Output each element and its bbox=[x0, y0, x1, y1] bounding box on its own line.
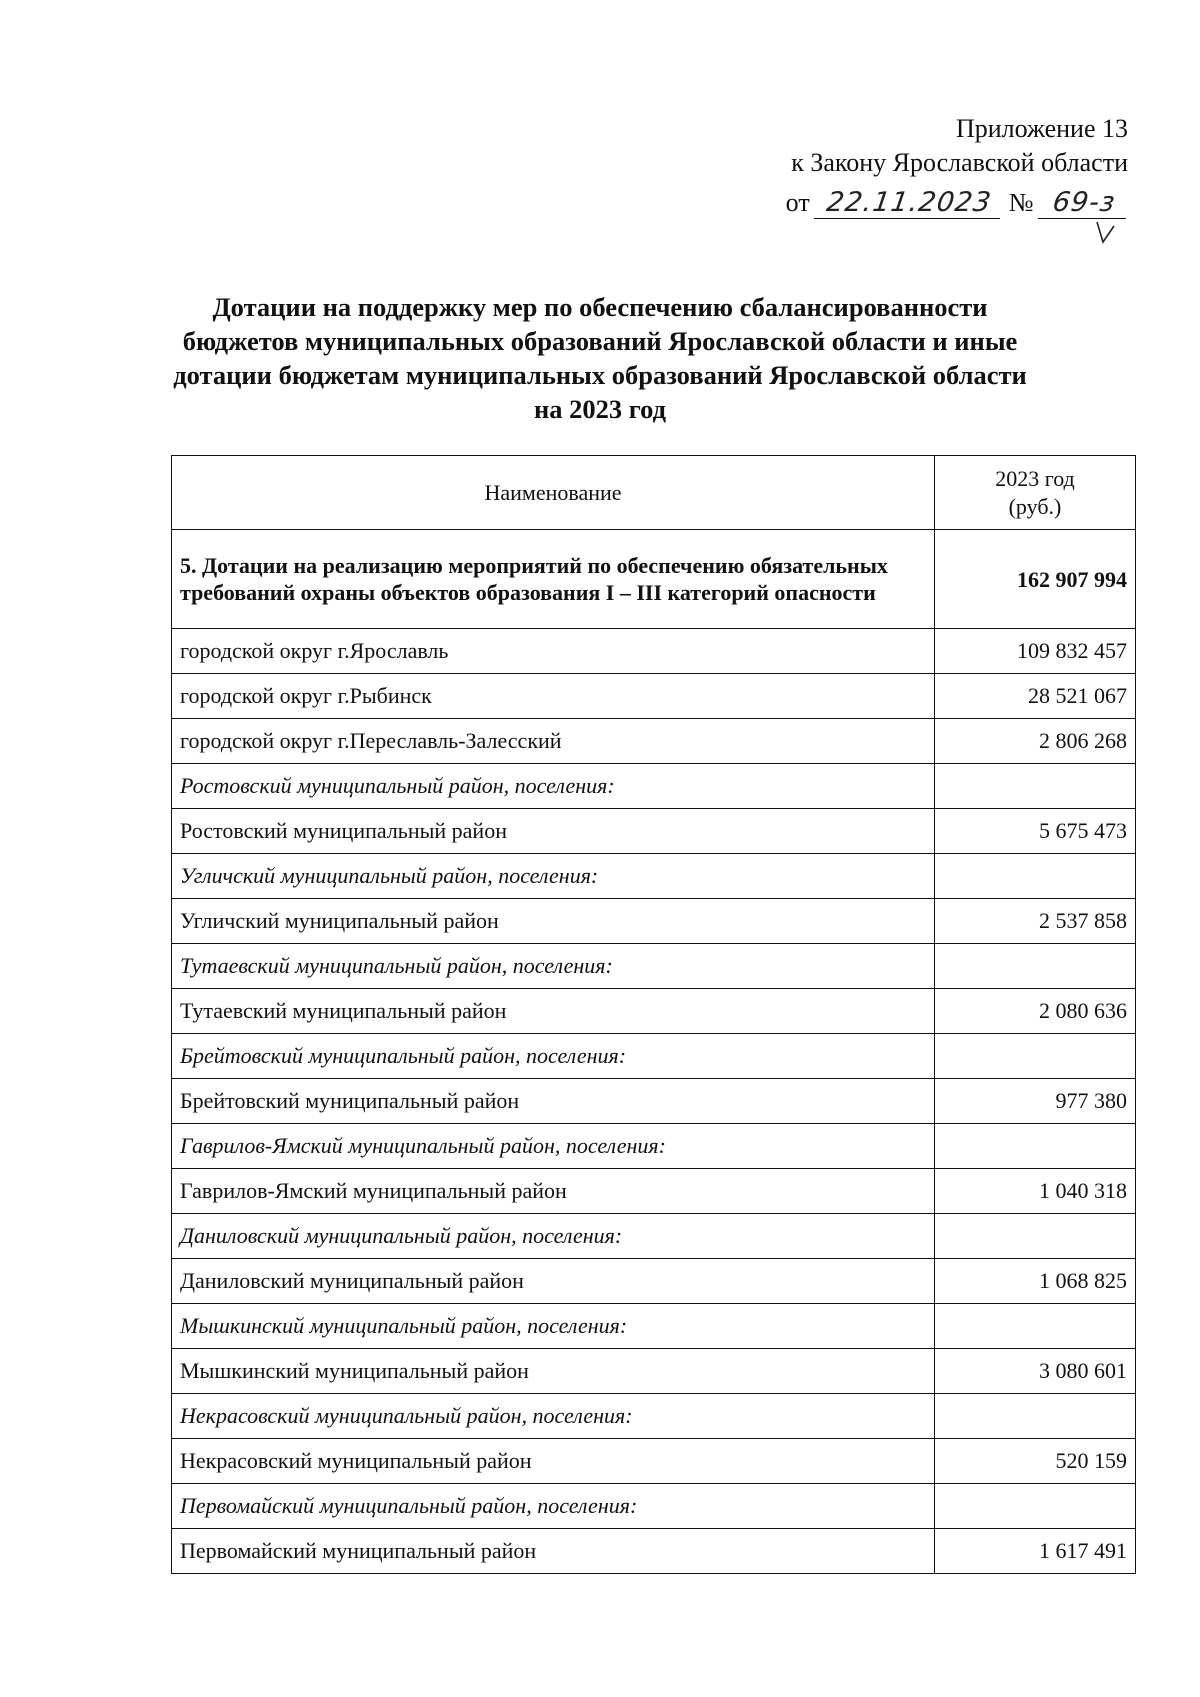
row-value bbox=[935, 944, 1136, 989]
row-name: Даниловский муниципальный район bbox=[172, 1259, 935, 1304]
appendix-number: Приложение 13 bbox=[955, 114, 1128, 143]
row-name: Ростовский муниципальный район, поселения: bbox=[172, 764, 935, 809]
table-subheading-row bbox=[172, 1034, 1136, 1079]
row-value bbox=[935, 1394, 1136, 1439]
row-value: 2 537 858 bbox=[935, 899, 1136, 944]
table-subheading-row bbox=[172, 1124, 1136, 1169]
table-body bbox=[172, 530, 1136, 1574]
row-value: 3 080 601 bbox=[935, 1349, 1136, 1394]
row-name: Даниловский муниципальный район, поселения: bbox=[172, 1214, 935, 1259]
row-name: Ростовский муниципальный район bbox=[172, 809, 935, 854]
row-name: городской округ г.Ярославль bbox=[172, 629, 935, 674]
row-name: Некрасовский муниципальный район bbox=[172, 1439, 935, 1484]
column-header-year-label: 2023 год bbox=[995, 465, 1075, 491]
column-header-unit: (руб.) bbox=[1008, 493, 1062, 519]
row-name: Мышкинский муниципальный район bbox=[172, 1349, 935, 1394]
table-row bbox=[172, 1529, 1136, 1574]
row-value: 5 675 473 bbox=[935, 809, 1136, 854]
handwritten-date: 22.11.2023 bbox=[814, 188, 1004, 219]
table-row bbox=[172, 809, 1136, 854]
row-value bbox=[935, 854, 1136, 899]
row-name: городской округ г.Рыбинск bbox=[172, 674, 935, 719]
table-row bbox=[172, 1259, 1136, 1304]
number-prefix: № bbox=[1008, 188, 1034, 217]
table-subheading-row bbox=[172, 1394, 1136, 1439]
row-value bbox=[935, 1214, 1136, 1259]
table-header-row bbox=[172, 456, 1136, 530]
row-value: 977 380 bbox=[935, 1079, 1136, 1124]
row-name: Мышкинский муниципальный район, поселения: bbox=[172, 1304, 935, 1349]
row-value: 1 068 825 bbox=[935, 1259, 1136, 1304]
row-value: 2 080 636 bbox=[935, 989, 1136, 1034]
row-value: 1 617 491 bbox=[935, 1529, 1136, 1574]
table-section-row bbox=[172, 530, 1136, 629]
row-name: Тутаевский муниципальный район, поселения: bbox=[172, 944, 935, 989]
row-value bbox=[935, 1484, 1136, 1529]
table-row bbox=[172, 1349, 1136, 1394]
row-name: Некрасовский муниципальный район, поселения: bbox=[172, 1394, 935, 1439]
row-name: Первомайский муниципальный район bbox=[172, 1529, 935, 1574]
table-row bbox=[172, 899, 1136, 944]
row-value: 109 832 457 bbox=[935, 629, 1136, 674]
row-value: 28 521 067 bbox=[935, 674, 1136, 719]
row-value bbox=[935, 1124, 1136, 1169]
title-line-1: Дотации на поддержку мер по обеспечению сбалансированности bbox=[212, 292, 988, 322]
row-name: 5. Дотации на реализацию мероприятий по обеспечению обязательных требований охраны объектов образования I – III категорий опасности bbox=[172, 530, 935, 629]
row-value bbox=[935, 764, 1136, 809]
table-subheading-row bbox=[172, 1214, 1136, 1259]
row-name: Брейтовский муниципальный район bbox=[172, 1079, 935, 1124]
row-value: 1 040 318 bbox=[935, 1169, 1136, 1214]
table-subheading-row bbox=[172, 1484, 1136, 1529]
table-row bbox=[172, 989, 1136, 1034]
table-row bbox=[172, 1079, 1136, 1124]
row-name: Первомайский муниципальный район, поселения: bbox=[172, 1484, 935, 1529]
table-subheading-row bbox=[172, 1304, 1136, 1349]
law-date-number-line bbox=[786, 186, 1128, 220]
table-subheading-row bbox=[172, 854, 1136, 899]
title-line-4: на 2023 год bbox=[533, 394, 667, 424]
table-subheading-row bbox=[172, 944, 1136, 989]
table-row bbox=[172, 1439, 1136, 1484]
row-value: 162 907 994 bbox=[935, 530, 1136, 629]
appendix-law-reference: к Закону Ярославской области bbox=[791, 148, 1128, 177]
table-subheading-row bbox=[172, 764, 1136, 809]
title-line-3: дотации бюджетам муниципальных образований Ярославской области bbox=[173, 360, 1027, 390]
document-title bbox=[150, 290, 1050, 426]
row-value bbox=[935, 1304, 1136, 1349]
table-row bbox=[172, 674, 1136, 719]
row-name: Тутаевский муниципальный район bbox=[172, 989, 935, 1034]
row-value: 520 159 bbox=[935, 1439, 1136, 1484]
table-row bbox=[172, 719, 1136, 764]
row-name: Гаврилов-Ямский муниципальный район bbox=[172, 1169, 935, 1214]
row-name: Гаврилов-Ямский муниципальный район, поселения: bbox=[172, 1124, 935, 1169]
row-name: Угличский муниципальный район, поселения: bbox=[172, 854, 935, 899]
row-value bbox=[935, 1034, 1136, 1079]
row-value: 2 806 268 bbox=[935, 719, 1136, 764]
column-header-name: Наименование bbox=[172, 456, 935, 530]
handwritten-tick-icon bbox=[1094, 220, 1118, 244]
row-name: Брейтовский муниципальный район, поселения: bbox=[172, 1034, 935, 1079]
handwritten-number: 69-з bbox=[1038, 188, 1130, 219]
row-name: Угличский муниципальный район bbox=[172, 899, 935, 944]
title-line-2: бюджетов муниципальных образований Ярославской области и иные bbox=[182, 326, 1018, 356]
table-row bbox=[172, 629, 1136, 674]
table-row bbox=[172, 1169, 1136, 1214]
column-header-year bbox=[935, 456, 1136, 530]
date-prefix: от bbox=[785, 188, 810, 217]
row-name: городской округ г.Переславль-Залесский bbox=[172, 719, 935, 764]
subsidy-table bbox=[171, 455, 1136, 1574]
appendix-header bbox=[786, 112, 1128, 220]
